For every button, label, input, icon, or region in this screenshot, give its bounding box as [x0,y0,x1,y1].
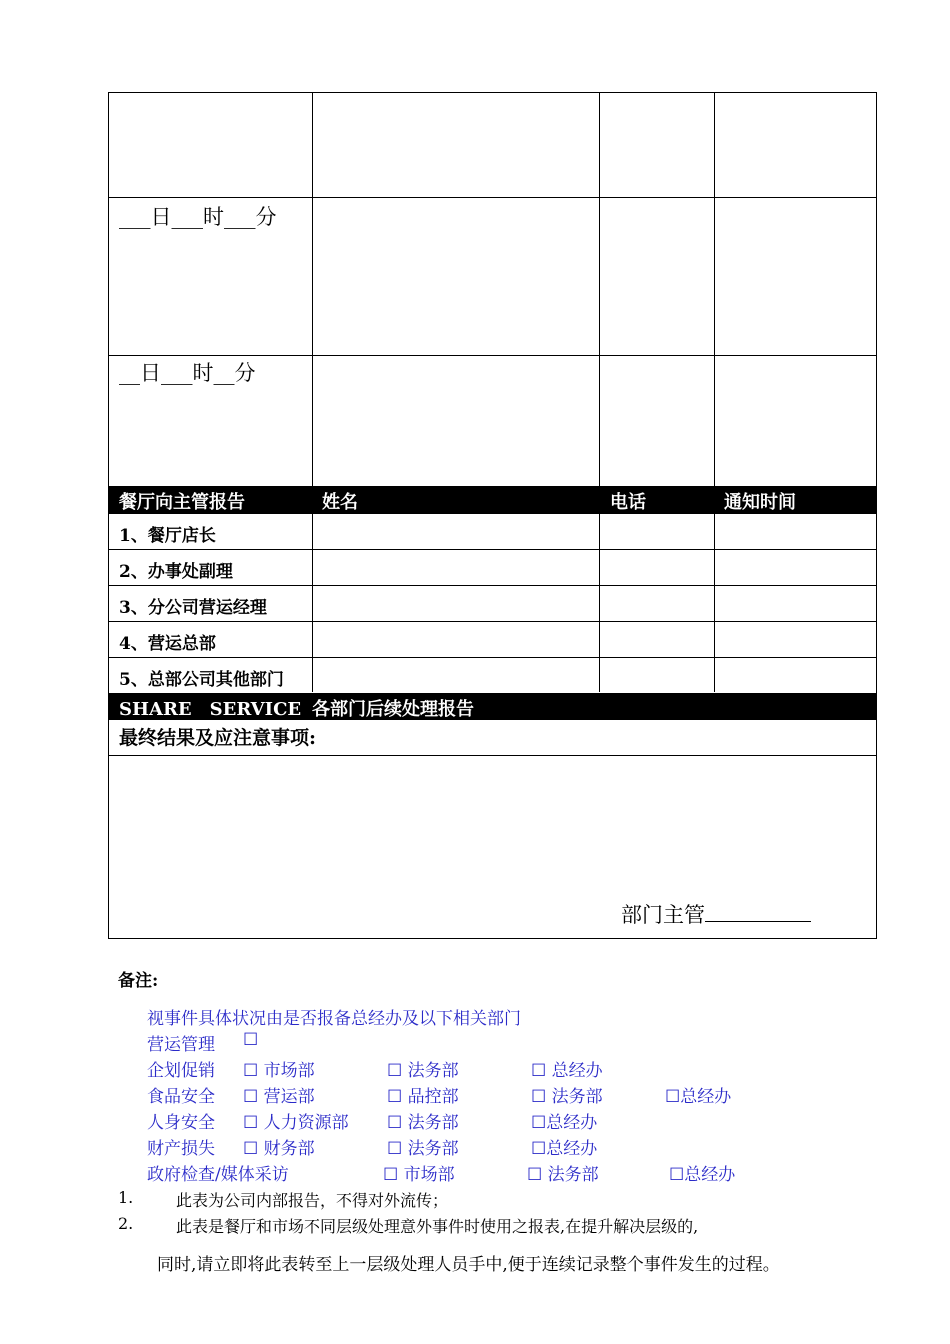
checkbox-item[interactable]: ☐ 市场部 [243,1061,315,1081]
notes-category: 人身安全 [147,1113,215,1133]
checkbox-item[interactable]: ☐总经办 [531,1113,598,1133]
row-divider [109,197,876,198]
header-name: 姓名 [322,492,358,513]
column-divider [714,93,715,692]
report-row-label: 1、餐厅店长 [119,526,216,546]
checkbox-item[interactable]: ☐ 法务部 [387,1061,459,1081]
checkbox-item[interactable]: ☐总经办 [665,1087,732,1107]
checkbox-item[interactable]: ☐ 人力资源部 [243,1113,349,1133]
share-service-label: SHARE SERVICE [119,699,302,720]
checkbox-item[interactable]: ☐ 法务部 [527,1165,599,1185]
notes-category: 营运管理 [147,1035,215,1055]
row-divider [109,657,876,658]
column-divider [312,93,313,692]
row-divider [109,549,876,550]
notes-category: 政府检查/媒体采访 [147,1165,289,1185]
incident-report-table [108,92,877,939]
checkbox-item[interactable]: ☐ 市场部 [383,1165,455,1185]
note-number: 1. [118,1188,134,1207]
row-divider [109,513,876,514]
note-text: 此表是餐厅和市场不同层级处理意外事件时使用之报表,在提升解决层级的, [176,1217,699,1236]
notes-category: 食品安全 [147,1087,215,1107]
report-row-label: 5、总部公司其他部门 [119,670,284,690]
checkbox-item[interactable]: ☐ 品控部 [387,1087,459,1107]
note-continuation: 同时,请立即将此表转至上一层级处理人员手中,便于连续记录整个事件发生的过程。 [157,1255,780,1275]
notes-category: 财产损失 [147,1139,215,1159]
header-phone: 电话 [610,492,646,513]
checkbox-item[interactable]: ☐ 总经办 [531,1061,603,1081]
checkbox-item[interactable]: ☐ 法务部 [531,1087,603,1107]
checkbox-item[interactable]: ☐ 法务部 [387,1113,459,1133]
notes-category: 企划促销 [147,1061,215,1081]
checkbox-item[interactable]: ☐总经办 [669,1165,736,1185]
followup-report-label: 各部门后续处理报告 [312,699,474,720]
row-divider [109,355,876,356]
signature-label: 部门主管 [621,903,705,927]
header-report-to: 餐厅向主管报告 [119,492,245,513]
report-header-bar [109,486,876,513]
row-divider [109,621,876,622]
checkbox-item[interactable]: ☐总经办 [531,1139,598,1159]
signature-line[interactable] [705,901,811,922]
final-result-label: 最终结果及应注意事项: [119,727,317,749]
notes-intro: 视事件具体状况由是否报备总经办及以下相关部门 [147,1009,521,1029]
row-divider [109,585,876,586]
notes-title: 备注: [118,971,159,991]
checkbox-item[interactable]: ☐ 法务部 [387,1139,459,1159]
row-divider [109,755,876,756]
note-number: 2. [118,1214,134,1233]
header-notify-time: 通知时间 [724,492,796,513]
column-divider [599,93,600,692]
checkbox-item[interactable]: ☐ 财务部 [243,1139,315,1159]
time-field-2[interactable]: __日___时__分 [119,361,256,385]
report-row-label: 2、办事处副理 [119,562,233,582]
checkbox-item[interactable]: ☐ 营运部 [243,1087,315,1107]
department-head-signature[interactable] [621,899,811,929]
report-row-label: 3、分公司营运经理 [119,598,267,618]
time-field-1[interactable]: ___日___时___分 [119,205,277,229]
checkbox-item[interactable]: ☐ [243,1030,259,1050]
note-text: 此表为公司内部报告，不得对外流传； [176,1191,449,1210]
report-row-label: 4、营运总部 [119,634,216,654]
share-service-bar [109,693,876,720]
